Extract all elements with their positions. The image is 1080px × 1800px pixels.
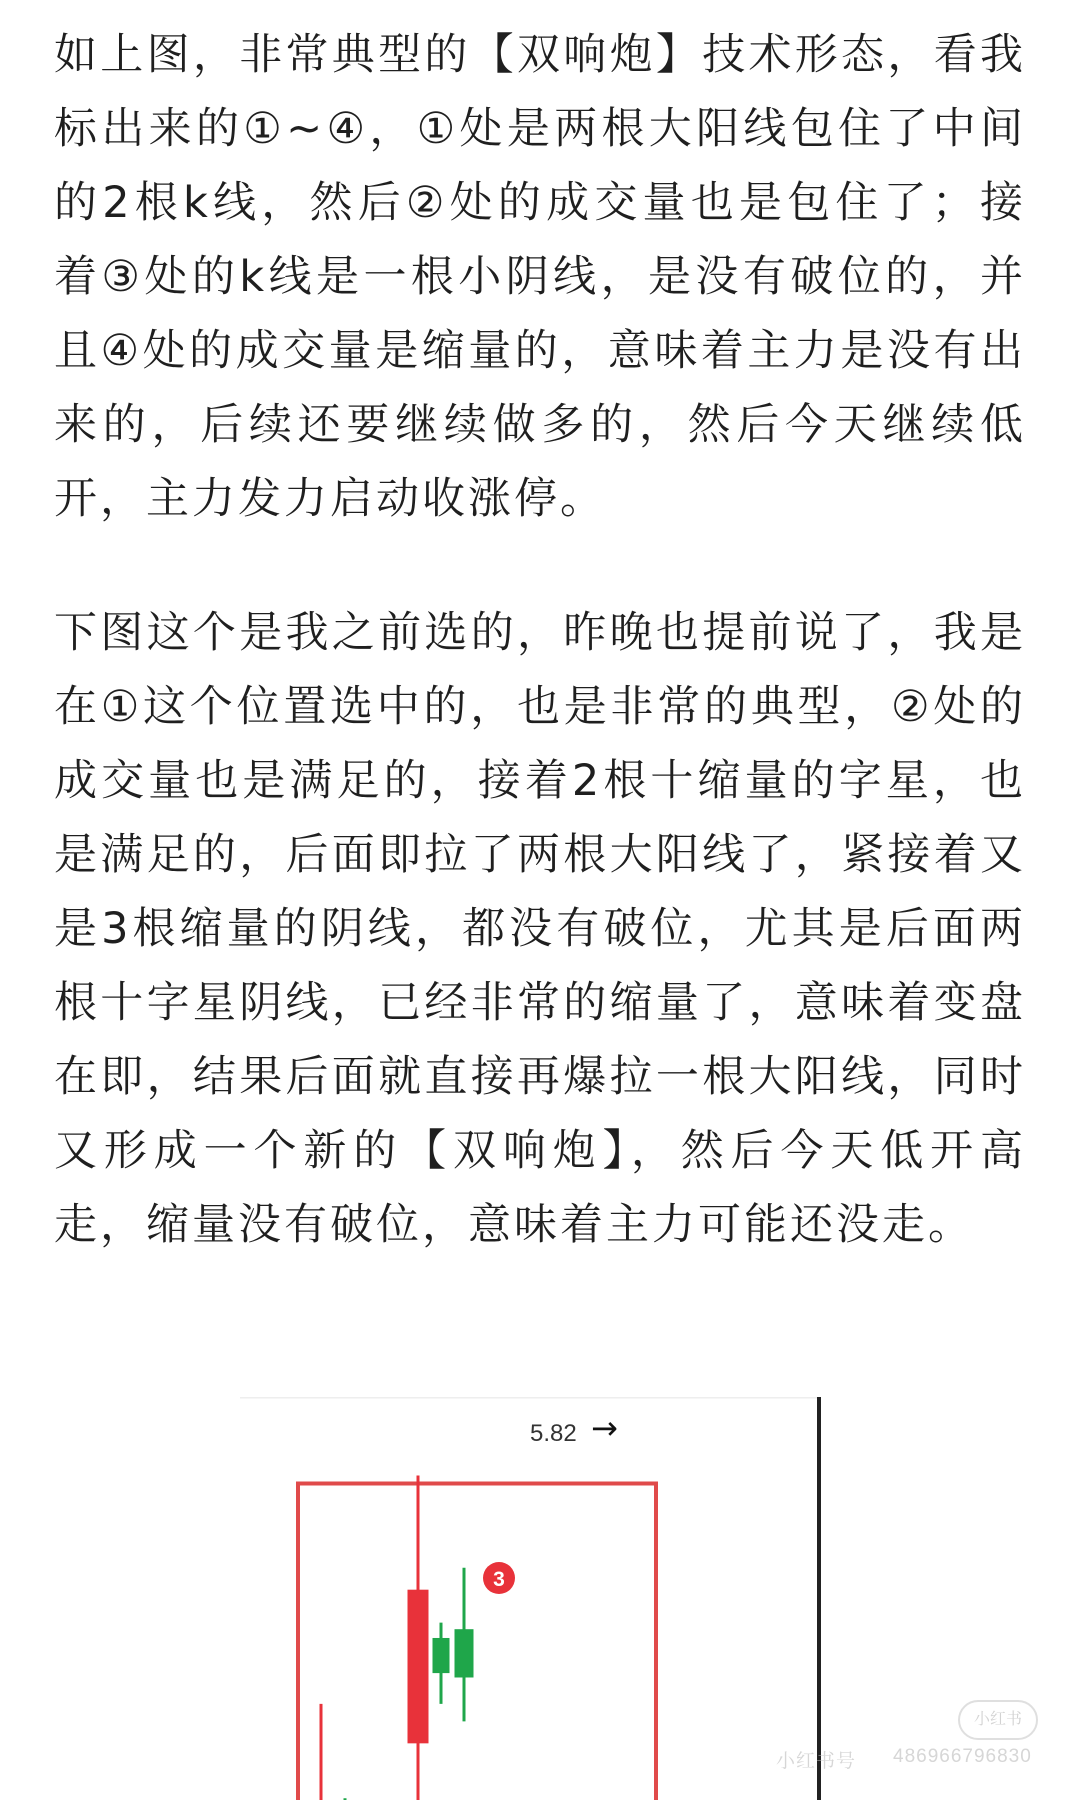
watermark-id: 486966796830 <box>893 1746 1032 1767</box>
candle-body-down <box>455 1629 474 1677</box>
article-paragraph: 如上图，非常典型的【双响炮】技术形态，看我标出来的①~④，①处是两根大阳线包住了中间的2根k线，然后②处的成交量也是包住了；接着③处的k线是一根小阴线，是没有破位的，并且④处的成交量是缩量的，意味着主力是没有出来的，后续还要继续做多的，然后今天继续低开，主力发力启动收涨停。 <box>54 30 1026 524</box>
article-paragraph: 下图这个是我之前选的，昨晚也提前说了，我是在①这个位置选中的，也是非常的典型，②处的成交量也是满足的，接着2根十缩量的字星，也是满足的，后面即拉了两根大阳线了，紧接着又是3根缩量的阴线，都没有破位，尤其是后面两根十字星阴线，已经非常的缩量了，意味着变盘在即，结果后面就直接再爆拉一根大阳线，同时又形成一个新的【双响炮】，然后今天低开高走，缩量没有破位，意味着主力可能还没走。 <box>54 608 1026 1250</box>
watermark-logo: 小红书 <box>958 1700 1038 1740</box>
candle-body-down <box>433 1638 450 1673</box>
candlestick-chart <box>240 1397 840 1800</box>
highlight-box-outline <box>298 1484 656 1800</box>
price-annotation: 5.82 <box>530 1420 577 1447</box>
marker-label: 3 <box>493 1568 505 1591</box>
highlight-box <box>298 1484 656 1800</box>
candle-layer <box>312 1476 474 1800</box>
candlestick-chart-svg <box>240 1397 840 1800</box>
price-arrow-icon: → <box>591 1409 618 1447</box>
watermark-brand: 小红书号 <box>776 1751 857 1772</box>
candle-body-up <box>408 1590 429 1744</box>
